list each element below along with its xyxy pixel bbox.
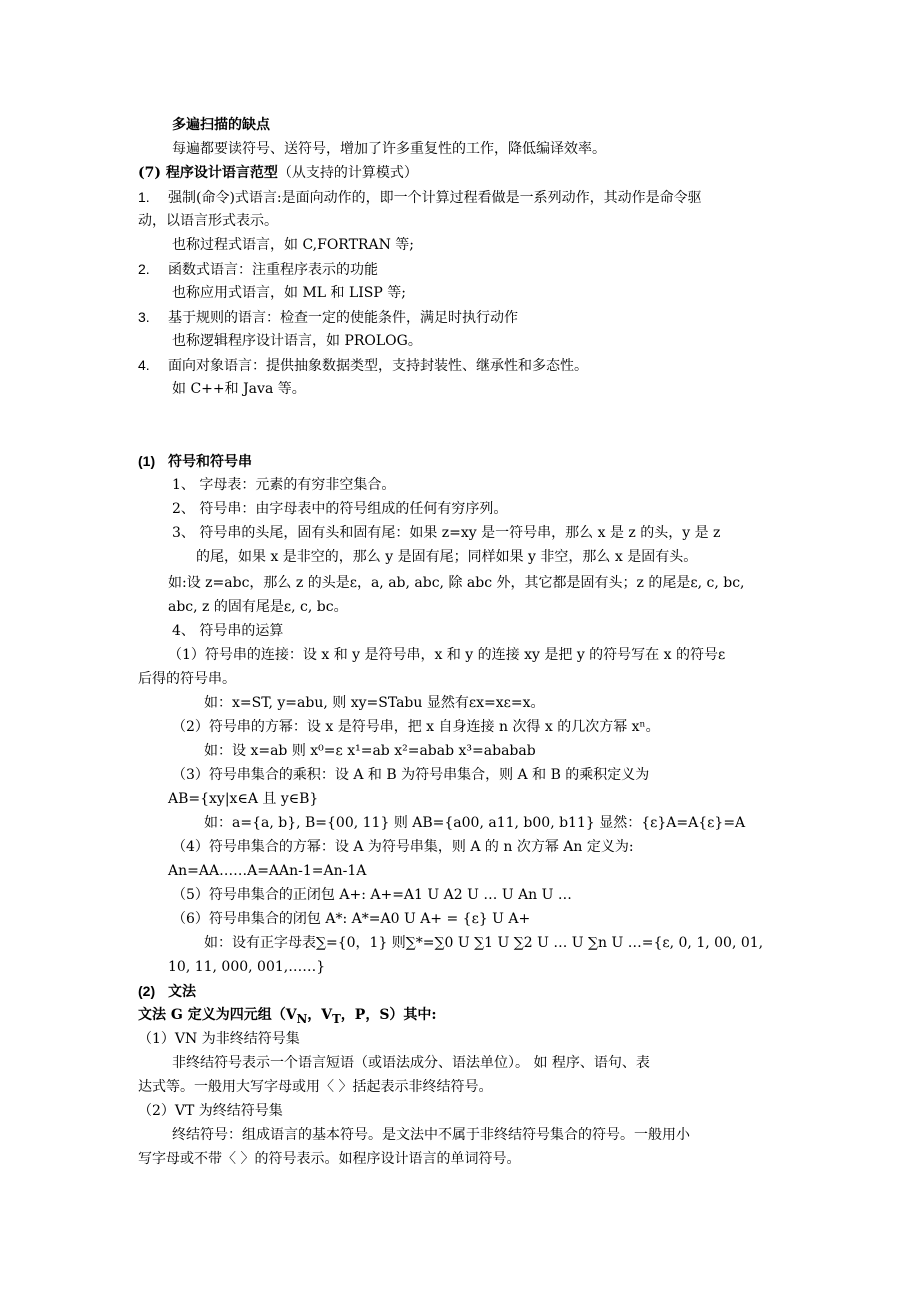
paragraph-line: 1、 字母表：元素的有穷非空集合。 — [172, 477, 396, 493]
paragraph-line: 写字母或不带〈 〉的符号表示。如程序设计语言的单词符号。 — [138, 1151, 521, 1167]
heading-grammar — [138, 982, 196, 1001]
paragraph-line: 如：设 x=ab 则 x⁰=ε x¹=ab x²=abab x³=ababab — [204, 743, 536, 759]
paragraph-line: 2、 符号串：由字母表中的符号组成的任何有穷序列。 — [172, 501, 508, 517]
paragraph-line: （1）VN 为非终结符号集 — [138, 1031, 300, 1047]
section-title: 文法 — [168, 984, 196, 1000]
list-text: 面向对象语言：提供抽象数据类型，支持封装性、继承性和多态性。 — [168, 358, 588, 374]
list-item-2 — [138, 260, 378, 279]
grammar-definition — [138, 1006, 437, 1028]
paragraph-line: 如：a={a, b}, B={00, 11} 则 AB={a00, a11, b00, b11} 显然：{ε}A=A{ε}=A — [204, 815, 746, 831]
subscript-n: N — [296, 1011, 308, 1026]
heading-note: （从支持的计算模式） — [277, 165, 418, 181]
paragraph-line: 如:设 z=abc，那么 z 的头是ε，a, ab, abc, 除 abc 外，其它都是固有头；z 的尾是ε, c, bc, — [168, 575, 745, 591]
paragraph-line: 后得的符号串。 — [138, 671, 236, 687]
definition-text: 文法 G 定义为四元组（V — [138, 1007, 297, 1023]
paragraph-line: 的尾，如果 x 是非空的，那么 y 是固有尾；同样如果 y 非空，那么 x 是固有头。 — [196, 549, 698, 565]
paragraph-line: 也称应用式语言，如 ML 和 LISP 等; — [172, 285, 406, 301]
paragraph-line: 3、 符号串的头尾，固有头和固有尾：如果 z=xy 是一符号串，那么 x 是 z 的头，y 是 z — [172, 525, 721, 541]
paragraph-line: 终结符号：组成语言的基本符号。是文法中不属于非终结符号集合的符号。一般用小 — [172, 1127, 690, 1143]
paragraph-line: 也称逻辑程序设计语言，如 PROLOG。 — [172, 333, 422, 349]
paragraph-line: （5）符号串集合的正闭包 A+: A+=A1 U A2 U … U An U … — [172, 887, 572, 903]
section-number: (1) — [138, 453, 156, 469]
paragraph-line: （4）符号串集合的方幂：设 A 为符号串集，则 A 的 n 次方幂 An 定义为: — [172, 839, 634, 855]
heading-label: (7) 程序设计语言范型 — [138, 165, 278, 181]
paragraph-line: 4、 符号串的运算 — [172, 623, 284, 639]
section-title: 符号和符号串 — [168, 454, 252, 470]
paragraph-line: abc, z 的固有尾是ε, c, bc。 — [168, 599, 348, 615]
paragraph-line: （1）符号串的连接：设 x 和 y 是符号串，x 和 y 的连接 xy 是把 y 的符号写在 x 的符号ε — [168, 647, 726, 663]
paragraph-line: 每遍都要读符号、送符号，增加了许多重复性的工作，降低编译效率。 — [172, 141, 606, 157]
paragraph-line: 动，以语言形式表示。 — [138, 213, 278, 229]
heading-symbols-strings — [138, 452, 252, 471]
list-item-3 — [138, 308, 518, 327]
paragraph-line: （2）符号串的方幂：设 x 是符号串，把 x 自身连接 n 次得 x 的几次方幂 xⁿ。 — [172, 719, 660, 735]
list-number: 4. — [138, 357, 150, 373]
paragraph-line: 达式等。一般用大写字母或用〈 〉括起表示非终结符号。 — [138, 1079, 493, 1095]
heading-multipass-drawbacks: 多遍扫描的缺点 — [172, 117, 270, 133]
heading-language-paradigms — [138, 164, 418, 182]
list-text: 基于规则的语言：检查一定的使能条件，满足时执行动作 — [168, 310, 518, 326]
definition-text: ，P，S）其中: — [340, 1007, 437, 1023]
subscript-t: T — [332, 1011, 341, 1026]
paragraph-line: 如：设有正字母表∑={0，1} 则∑*=∑0 U ∑1 U ∑2 U … U ∑n U …={ε, 0, 1, 00, 01, — [204, 935, 764, 951]
list-number: 2. — [138, 261, 150, 277]
section-number: (2) — [138, 983, 156, 999]
list-number: 1. — [138, 189, 150, 205]
paragraph-line: 也称过程式语言，如 C,FORTRAN 等; — [172, 237, 415, 253]
paragraph-line: 如 C++和 Java 等。 — [172, 381, 306, 397]
list-number: 3. — [138, 309, 150, 325]
list-text: 函数式语言：注重程序表示的功能 — [168, 262, 378, 278]
paragraph-line: 非终结符号表示一个语言短语（或语法成分、语法单位）。 如 程序、语句、表 — [172, 1055, 650, 1071]
list-text: 强制(命令)式语言:是面向动作的，即一个计算过程看做是一系列动作，其动作是命令驱 — [168, 190, 702, 206]
paragraph-line: 如：x=ST, y=abu, 则 xy=STabu 显然有εx=xε=x。 — [204, 695, 545, 711]
paragraph-line: （3）符号串集合的乘积：设 A 和 B 为符号串集合，则 A 和 B 的乘积定义为 — [172, 767, 650, 783]
list-item-1 — [138, 188, 702, 207]
paragraph-line: AB={xy|x∈A 且 y∈B} — [168, 791, 319, 807]
list-item-4 — [138, 356, 588, 375]
definition-text: ，V — [307, 1007, 333, 1023]
paragraph-line: An=AA……A=AAn-1=An-1A — [168, 863, 367, 879]
paragraph-line: （6）符号串集合的闭包 A*: A*=A0 U A+ = {ε} U A+ — [172, 911, 531, 927]
paragraph-line: （2）VT 为终结符号集 — [138, 1103, 283, 1119]
paragraph-line: 10, 11, 000, 001,……} — [168, 959, 326, 975]
